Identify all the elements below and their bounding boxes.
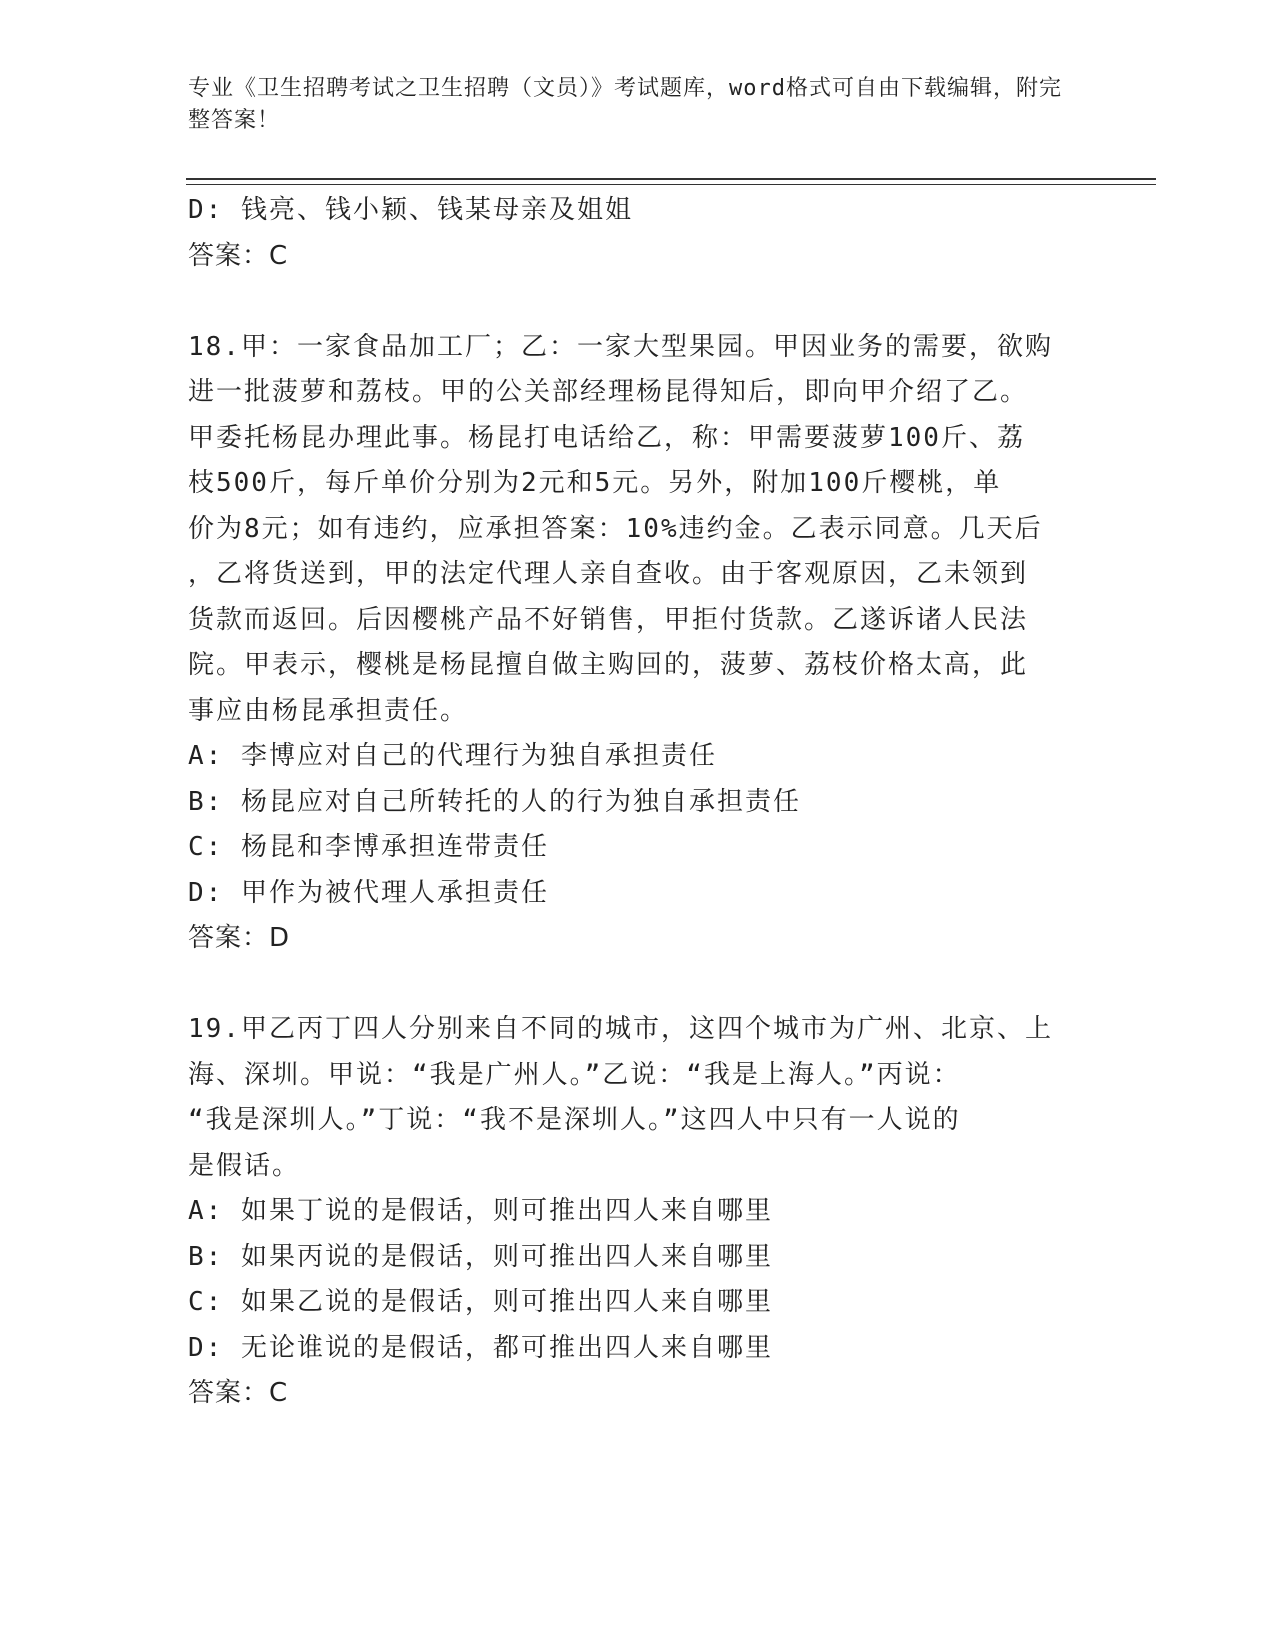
- q18-answer: [188, 916, 1088, 962]
- text-line: “我是深圳人。”丁说：“我不是深圳人。”这四人中只有一人说的: [188, 1105, 961, 1135]
- text-line: A: 李博应对自己的代理行为独自承担责任: [188, 741, 717, 771]
- answer-line: 答案：D: [188, 923, 291, 953]
- text-line: D: 钱亮、钱小颖、钱某母亲及姐姐: [188, 195, 633, 225]
- answer-line: 答案：C: [188, 240, 289, 271]
- text-line: B: 如果丙说的是假话，则可推出四人来自哪里: [188, 1241, 773, 1272]
- q19-option-b: [188, 1235, 1088, 1281]
- text-line: 事应由杨昆承担责任。: [188, 695, 469, 726]
- answer-line: 答案：C: [188, 1378, 289, 1408]
- text-line: 甲委托杨昆办理此事。杨昆打电话给乙，称：甲需要菠萝100斤、荔: [188, 422, 1025, 453]
- q18-option-d: [188, 871, 1088, 917]
- q17-option-d: [188, 188, 1088, 234]
- text-line: 货款而返回。后因樱桃产品不好销售，甲拒付货款。乙遂诉诸人民法: [188, 604, 1029, 635]
- header-divider-thin: [186, 184, 1156, 185]
- text-line: D: 无论谁说的是假话，都可推出四人来自哪里: [188, 1332, 773, 1363]
- text-line: D: 甲作为被代理人承担责任: [188, 877, 549, 908]
- q19-option-c: [188, 1280, 1088, 1326]
- text-line: C: 杨昆和李博承担连带责任: [188, 832, 549, 862]
- q18-option-c: [188, 825, 1088, 871]
- text-line: A: 如果丁说的是假话，则可推出四人来自哪里: [188, 1196, 773, 1226]
- text-line: 价为8元；如有违约，应承担答案：10%违约金。乙表示同意。几天后: [188, 513, 1043, 544]
- document-header: 专业《卫生招聘考试之卫生招聘（文员）》考试题库，word格式可自由下载编辑，附完整答案！: [188, 76, 1062, 133]
- q18-option-b: [188, 780, 1088, 826]
- text-line: 是假话。: [188, 1150, 301, 1181]
- text-line: 枝500斤，每斤单价分别为2元和5元。另外，附加100斤樱桃，单: [188, 468, 1002, 498]
- text-line: 院。甲表示，樱桃是杨昆擅自做主购回的，菠萝、荔枝价格太高，此: [188, 650, 1029, 680]
- q19-option-a: [188, 1189, 1088, 1235]
- gap1: [188, 279, 1088, 325]
- text-line: C: 如果乙说的是假话，则可推出四人来自哪里: [188, 1287, 773, 1317]
- text-line: 海、深圳。甲说：“我是广州人。”乙说：“我是上海人。”丙说：: [188, 1059, 961, 1090]
- text-line: 进一批菠萝和荔枝。甲的公关部经理杨昆得知后，即向甲介绍了乙。: [188, 377, 1029, 407]
- gap2: [188, 962, 1088, 1008]
- q19-answer: [188, 1371, 1088, 1417]
- q17-answer: [188, 234, 1088, 280]
- q18-stem: [188, 325, 1088, 735]
- document-body: [188, 188, 1088, 1417]
- header-divider-thick: [186, 178, 1156, 180]
- q18-option-a: [188, 734, 1088, 780]
- text-line: ，乙将货送到，甲的法定代理人亲自查收。由于客观原因，乙未领到: [188, 559, 1029, 589]
- text-line: 19.甲乙丙丁四人分别来自不同的城市，这四个城市为广州、北京、上: [188, 1014, 1053, 1044]
- q19-stem: [188, 1007, 1088, 1189]
- text-line: 18.甲：一家食品加工厂；乙：一家大型果园。甲因业务的需要，欲购: [188, 331, 1053, 362]
- text-line: B: 杨昆应对自己所转托的人的行为独自承担责任: [188, 786, 801, 817]
- q19-option-d: [188, 1326, 1088, 1372]
